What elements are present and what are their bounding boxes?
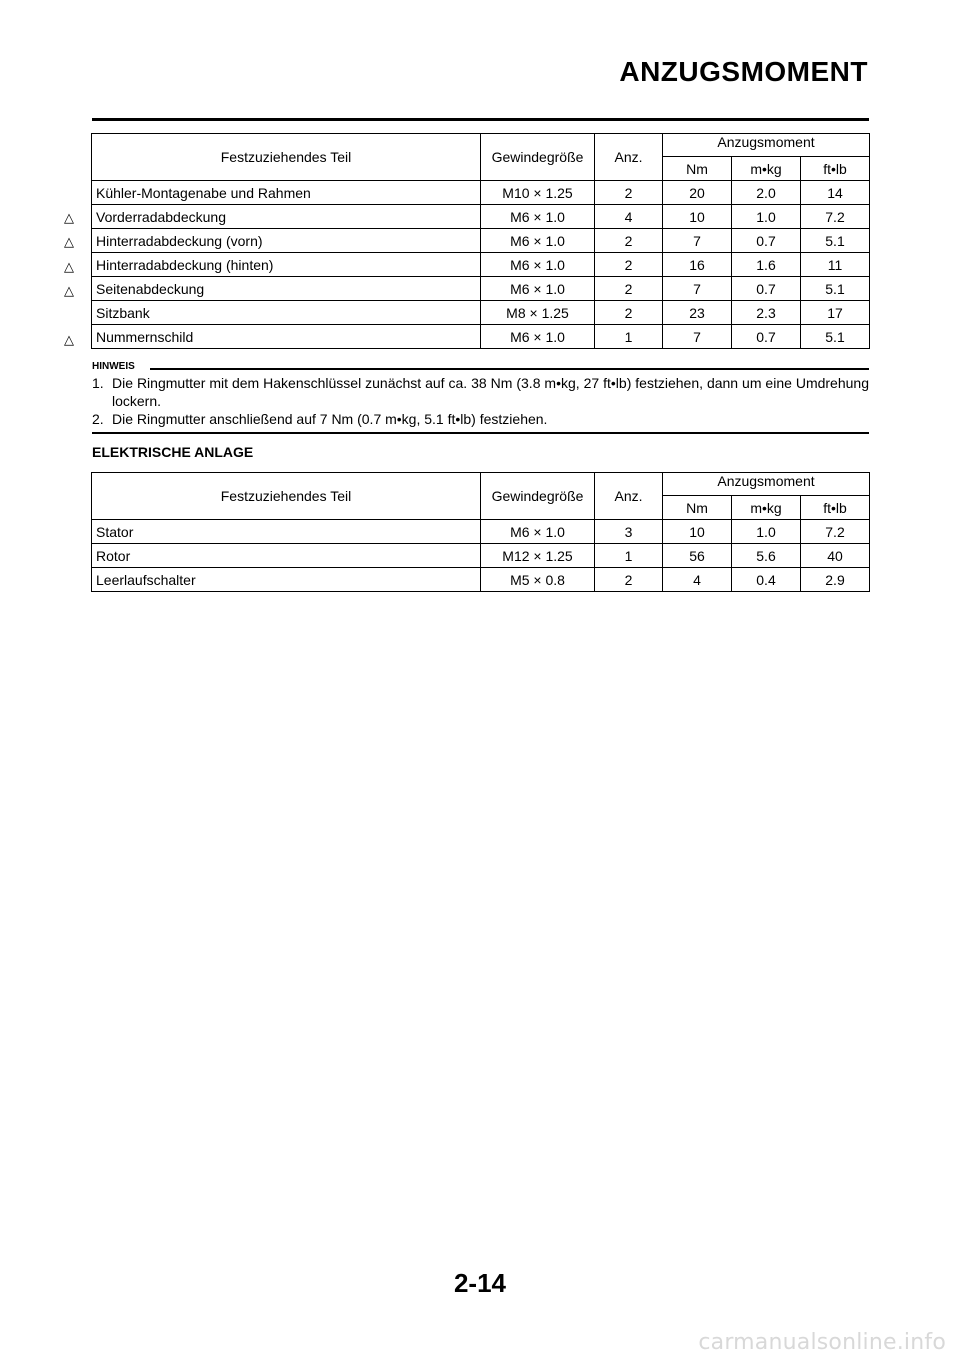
cell-ftlb: 5.1 — [801, 277, 870, 301]
cell-qty: 3 — [595, 520, 663, 544]
table-row — [92, 520, 870, 544]
cell-part: Nummernschild — [92, 325, 481, 349]
header-qty: Anz. — [595, 473, 663, 520]
cell-part: Hinterradabdeckung (hinten) — [92, 253, 481, 277]
note-item — [92, 410, 869, 428]
note-list — [92, 374, 869, 428]
cell-thread: M12 × 1.25 — [481, 544, 595, 568]
header-mkg: m•kg — [732, 496, 801, 520]
cell-ftlb: 11 — [801, 253, 870, 277]
table-row — [92, 205, 870, 229]
note-divider — [150, 368, 869, 370]
cell-nm: 23 — [663, 301, 732, 325]
table-row — [92, 277, 870, 301]
cell-ftlb: 40 — [801, 544, 870, 568]
note-item — [92, 374, 869, 410]
header-part: Festzuziehendes Teil — [92, 134, 481, 181]
cell-thread: M10 × 1.25 — [481, 181, 595, 205]
cell-nm: 7 — [663, 325, 732, 349]
table-row — [92, 181, 870, 205]
cell-nm: 56 — [663, 544, 732, 568]
cell-part: Hinterradabdeckung (vorn) — [92, 229, 481, 253]
cell-mkg: 0.7 — [732, 277, 801, 301]
cell-thread: M6 × 1.0 — [481, 253, 595, 277]
cell-ftlb: 5.1 — [801, 325, 870, 349]
cell-nm: 10 — [663, 205, 732, 229]
cell-mkg: 1.0 — [732, 205, 801, 229]
header-torque: Anzugsmoment — [663, 473, 870, 496]
warning-triangle-icon: △ — [64, 209, 74, 225]
warning-triangle-icon: △ — [64, 332, 74, 347]
cell-part: Sitzbank — [92, 301, 481, 325]
cell-mkg: 0.7 — [732, 229, 801, 253]
cell-mkg: 2.0 — [732, 181, 801, 205]
cell-qty: 2 — [595, 253, 663, 277]
cell-ftlb: 17 — [801, 301, 870, 325]
table-row — [92, 229, 870, 253]
watermark: carmanualsonline.info — [698, 1330, 946, 1355]
warning-triangle-icon: △ — [64, 283, 74, 298]
cell-nm: 10 — [663, 520, 732, 544]
section-heading: ELEKTRISCHE ANLAGE — [92, 444, 254, 460]
cell-mkg: 2.3 — [732, 301, 801, 325]
header-nm: Nm — [663, 496, 732, 520]
note-item-number: 2. — [92, 411, 104, 427]
warning-triangle-icon: △ — [64, 234, 74, 249]
cell-ftlb: 7.2 — [801, 520, 870, 544]
cell-part: Kühler-Montagenabe und Rahmen — [92, 181, 481, 205]
cell-mkg: 1.0 — [732, 520, 801, 544]
cell-part: Rotor — [92, 544, 481, 568]
cell-ftlb: 2.9 — [801, 568, 870, 592]
cell-nm: 16 — [663, 253, 732, 277]
cell-part: Seitenabdeckung — [92, 277, 481, 301]
header-thread: Gewindegröße — [481, 134, 595, 181]
cell-part: Leerlaufschalter — [92, 568, 481, 592]
cell-ftlb: 14 — [801, 181, 870, 205]
note-end-divider — [92, 432, 869, 434]
cell-part: Vorderradabdeckung — [92, 205, 481, 229]
cell-qty: 2 — [595, 301, 663, 325]
note-item-number: 1. — [92, 375, 104, 391]
cell-thread: M6 × 1.0 — [481, 520, 595, 544]
cell-thread: M6 × 1.0 — [481, 277, 595, 301]
table-row — [92, 301, 870, 325]
note-item-text: Die Ringmutter anschließend auf 7 Nm (0.7 m•kg, 5.1 ft•lb) festziehen. — [112, 411, 548, 427]
cell-nm: 4 — [663, 568, 732, 592]
header-torque: Anzugsmoment — [663, 134, 870, 157]
cell-mkg: 1.6 — [732, 253, 801, 277]
cell-ftlb: 7.2 — [801, 205, 870, 229]
header-qty: Anz. — [595, 134, 663, 181]
cell-thread: M5 × 0.8 — [481, 568, 595, 592]
title-divider — [92, 118, 869, 121]
table-row — [92, 325, 870, 349]
header-mkg: m•kg — [732, 157, 801, 181]
cell-qty: 1 — [595, 325, 663, 349]
table-row — [92, 253, 870, 277]
note-item-text: Die Ringmutter mit dem Hakenschlüssel zunächst auf ca. 38 Nm (3.8 m•kg, 27 ft•lb) festziehen, dann um eine Umdrehung lockern. — [112, 375, 869, 409]
note-label: HINWEIS — [92, 361, 141, 372]
table-row — [92, 568, 870, 592]
cell-qty: 2 — [595, 568, 663, 592]
cell-nm: 7 — [663, 229, 732, 253]
cell-qty: 4 — [595, 205, 663, 229]
header-ftlb: ft•lb — [801, 157, 870, 181]
cell-thread: M6 × 1.0 — [481, 229, 595, 253]
cell-qty: 1 — [595, 544, 663, 568]
warning-triangle-icon: △ — [64, 258, 74, 274]
cell-thread: M6 × 1.0 — [481, 205, 595, 229]
cell-mkg: 5.6 — [732, 544, 801, 568]
torque-table-electrical — [91, 472, 870, 592]
table-row — [92, 544, 870, 568]
cell-part: Stator — [92, 520, 481, 544]
header-nm: Nm — [663, 157, 732, 181]
cell-mkg: 0.4 — [732, 568, 801, 592]
header-ftlb: ft•lb — [801, 496, 870, 520]
cell-thread: M8 × 1.25 — [481, 301, 595, 325]
cell-qty: 2 — [595, 229, 663, 253]
cell-ftlb: 5.1 — [801, 229, 870, 253]
cell-thread: M6 × 1.0 — [481, 325, 595, 349]
cell-nm: 20 — [663, 181, 732, 205]
page-number: 2-14 — [453, 1268, 507, 1298]
cell-qty: 2 — [595, 181, 663, 205]
cell-nm: 7 — [663, 277, 732, 301]
cell-qty: 2 — [595, 277, 663, 301]
page-title: ANZUGSMOMENT — [619, 56, 868, 87]
torque-table-chassis — [91, 133, 870, 349]
cell-mkg: 0.7 — [732, 325, 801, 349]
header-thread: Gewindegröße — [481, 473, 595, 520]
header-part: Festzuziehendes Teil — [92, 473, 481, 520]
